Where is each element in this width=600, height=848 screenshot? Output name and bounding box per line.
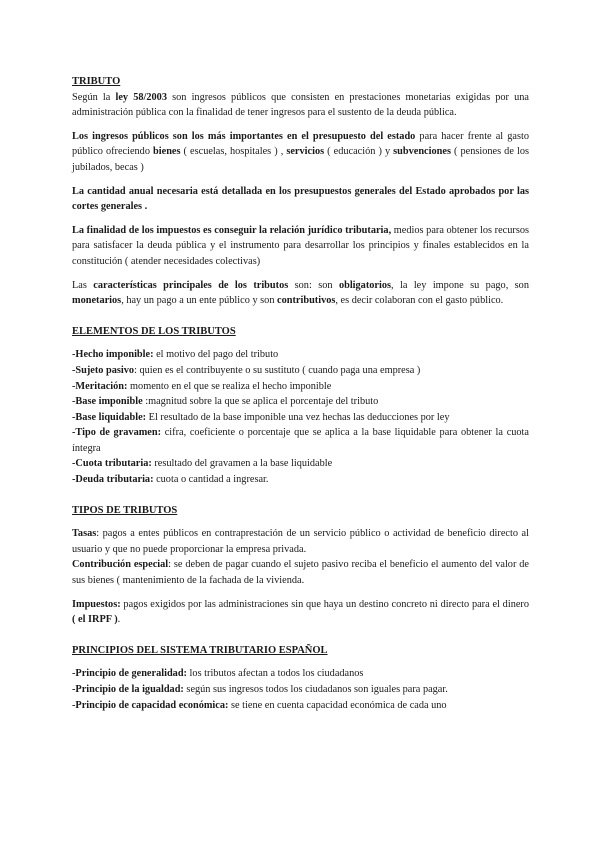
elementos-list (72, 347, 529, 487)
paragraph-ingresos: Los ingresos públicos son los más importantes en el presupuesto del estado para hacer frente al gasto público ofreciendo bienes ( escuelas, hospitales ) , servicios ( educación ) y subvenciones ( pensiones de los jubilados, becas ) (72, 130, 529, 173)
principios-list (72, 666, 529, 713)
paragraph-cantidad-anual: La cantidad anual necesaria está detallada en los presupuestos generales del Estado aprobados por las cortes generales . (72, 185, 529, 213)
section-title-tributo: TRIBUTO (72, 76, 121, 87)
list-item: -Hecho imponible: el motivo del pago del tributo (72, 349, 279, 361)
paragraph-impuestos: Impuestos: pagos exigidos por las administraciones sin que haya un destino concreto ni directo para el dinero ( el IRPF ). (72, 598, 529, 626)
section-title-principios: PRINCIPIOS DEL SISTEMA TRIBUTARIO ESPAÑOL (72, 644, 328, 656)
list-item: -Meritación: momento en el que se realiza el hecho imponible (72, 380, 332, 392)
list-item: -Principio de la igualdad: según sus ingresos todos los ciudadanos son iguales para pagar. (72, 684, 448, 695)
paragraph-tasas: Tasas: pagos a entes públicos en contraprestación de un servicio público o actividad de beneficio directo al usuario y que no puede proporcionar la empresa privada. (72, 528, 529, 555)
list-item: -Cuota tributaria: resultado del gravamen a la base liquidable (72, 458, 333, 470)
section-title-elementos: ELEMENTOS DE LOS TRIBUTOS (72, 325, 236, 337)
list-item: -Tipo de gravamen: cifra, coeficiente o porcentaje que se aplica a la base liquidable para obtener la cuota íntegra (72, 427, 529, 454)
list-item: -Base imponible :magnitud sobre la que se aplica el porcentaje del tributo (72, 396, 379, 408)
paragraph-finalidad: La finalidad de los impuestos es conseguir la relación jurídico tributaria, medios para obtener los recursos para satisfacer la deuda pública y el instrumento para desarrollar los principios y finales establecidos en la constitución ( atender necesidades colectivas) (72, 224, 529, 267)
list-item: -Principio de capacidad económica: se tiene en cuenta capacidad económica de cada uno (72, 699, 447, 711)
list-item: -Sujeto pasivo: quien es el contribuyente o su sustituto ( cuando paga una empresa ) (72, 364, 421, 376)
paragraph-definition: Según la ley 58/2003 son ingresos públicos que consisten en prestaciones monetarias exigidas por una administración pública con la finalidad de tener ingresos para el sustento de la deuda pública. (72, 91, 530, 119)
list-item: -Deuda tributaria: cuota o cantidad a ingresar. (72, 474, 269, 486)
document-page (72, 74, 529, 713)
list-item: -Base liquidable: El resultado de la base imponible una vez hechas las deducciones por ley (72, 411, 450, 423)
paragraph-contribucion: Contribución especial: se deben de pagar cuando el sujeto pasivo reciba el beneficio el aumento del valor de sus bienes ( mantenimiento de la fachada de la vivienda. (72, 559, 530, 587)
paragraph-caracteristicas: Las características principales de los tributos son: son obligatorios, la ley impone su pago, son monetarios, hay un pago a un ente público y son contributivos, es decir colaboran con el gasto público. (72, 279, 529, 307)
section-title-tipos: TIPOS DE TRIBUTOS (72, 504, 178, 516)
list-item: -Principio de generalidad: los tributos afectan a todos los ciudadanos (72, 668, 364, 680)
